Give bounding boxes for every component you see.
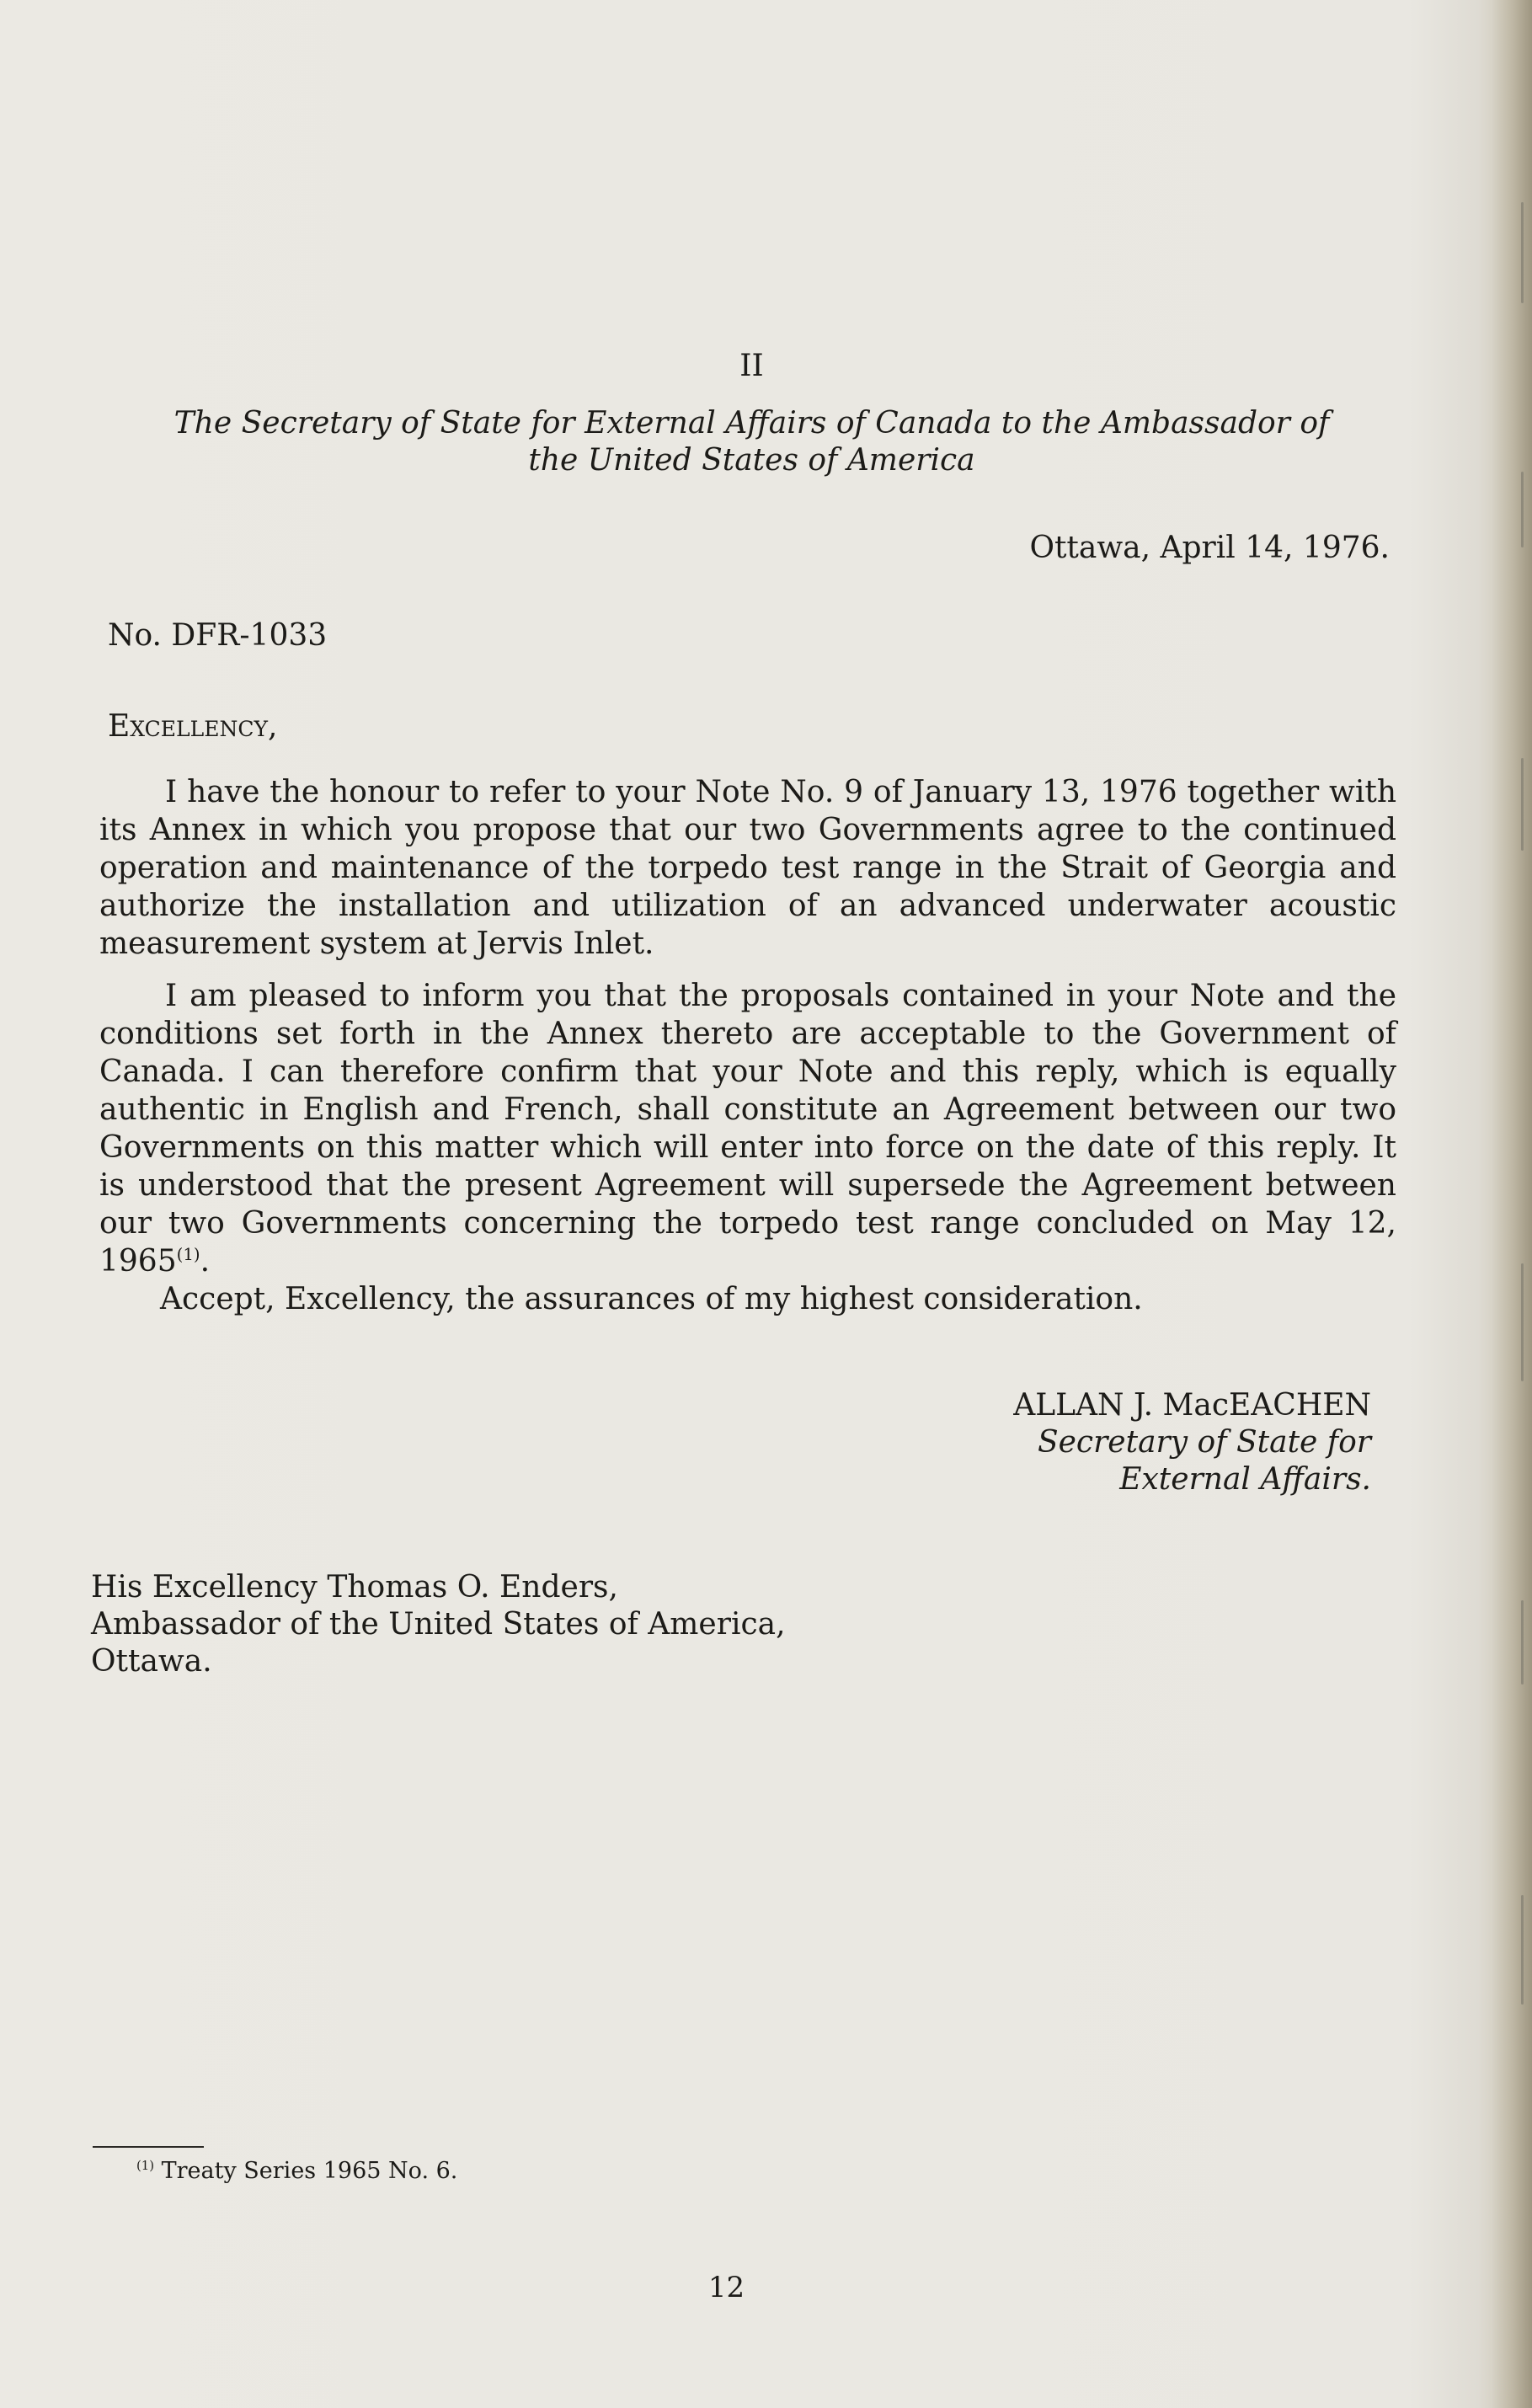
signature-title-1: Secretary of State for (1037, 1425, 1371, 1460)
signature-title-2: External Affairs. (1119, 1462, 1371, 1497)
binding-stitch (1521, 758, 1524, 851)
footnote-reference: (1) (176, 1245, 200, 1264)
heading-line-2: the United States of America (528, 443, 975, 478)
note-number: No. DFR-1033 (108, 618, 328, 653)
paragraph-2-end: . (200, 1244, 211, 1279)
binding-stitch (1521, 1263, 1524, 1381)
footnote (136, 2156, 894, 2186)
place-date: Ottawa, April 14, 1976. (1029, 531, 1390, 565)
addressee-line-2: Ambassador of the United States of America, (91, 1607, 786, 1642)
addressee-line-3: Ottawa. (91, 1644, 212, 1679)
paragraph-1: I have the honour to refer to your Note No. 9 of January 13, 1976 together with its Annex in which you propose that our two Governments agree to the continued operation and maintenance of the torpedo test range in the Strait of Georgia and authorize the installation and utilization of an advanced underwater acoustic measurement system at Jervis Inlet. (99, 775, 1396, 961)
binding-stitch (1521, 1895, 1524, 2005)
page-number: 12 (707, 2271, 745, 2304)
footnote-text: Treaty Series 1965 No. 6. (161, 2158, 458, 2184)
page-edge-shadow (1492, 0, 1532, 2408)
closing-line: Accept, Excellency, the assurances of my highest consideration. (160, 1282, 1143, 1316)
binding-stitch (1521, 1600, 1524, 1685)
binding-stitch (1521, 472, 1524, 547)
heading-line-1: The Secretary of State for External Affairs of Canada to the Ambassador of (173, 406, 1330, 440)
paragraph-2 (99, 977, 1396, 1280)
footnote-marker: (1) (136, 2158, 155, 2173)
signature-name: ALLAN J. MacEACHEN (1013, 1388, 1371, 1423)
binding-stitch (1521, 202, 1524, 303)
paragraph-2-text: I am pleased to inform you that the proposals contained in your Note and the conditions set forth in the Annex thereto are acceptable to the Government of Canada. I can therefore confirm that your Note and this reply, which is equally authentic in English and French, shall constitute an Agreement between our two Governments on this matter which will enter into force on the date of this reply. It is understood that the present Agreement will supersede the Agreement between our two Governments concerning the torpedo test range concluded on May 12, 1965 (99, 979, 1396, 1279)
heading-numeral: II (739, 349, 764, 383)
salutation: Excellency, (108, 709, 278, 744)
addressee-line-1: His Excellency Thomas O. Enders, (91, 1570, 618, 1604)
footnote-rule (93, 2146, 204, 2148)
